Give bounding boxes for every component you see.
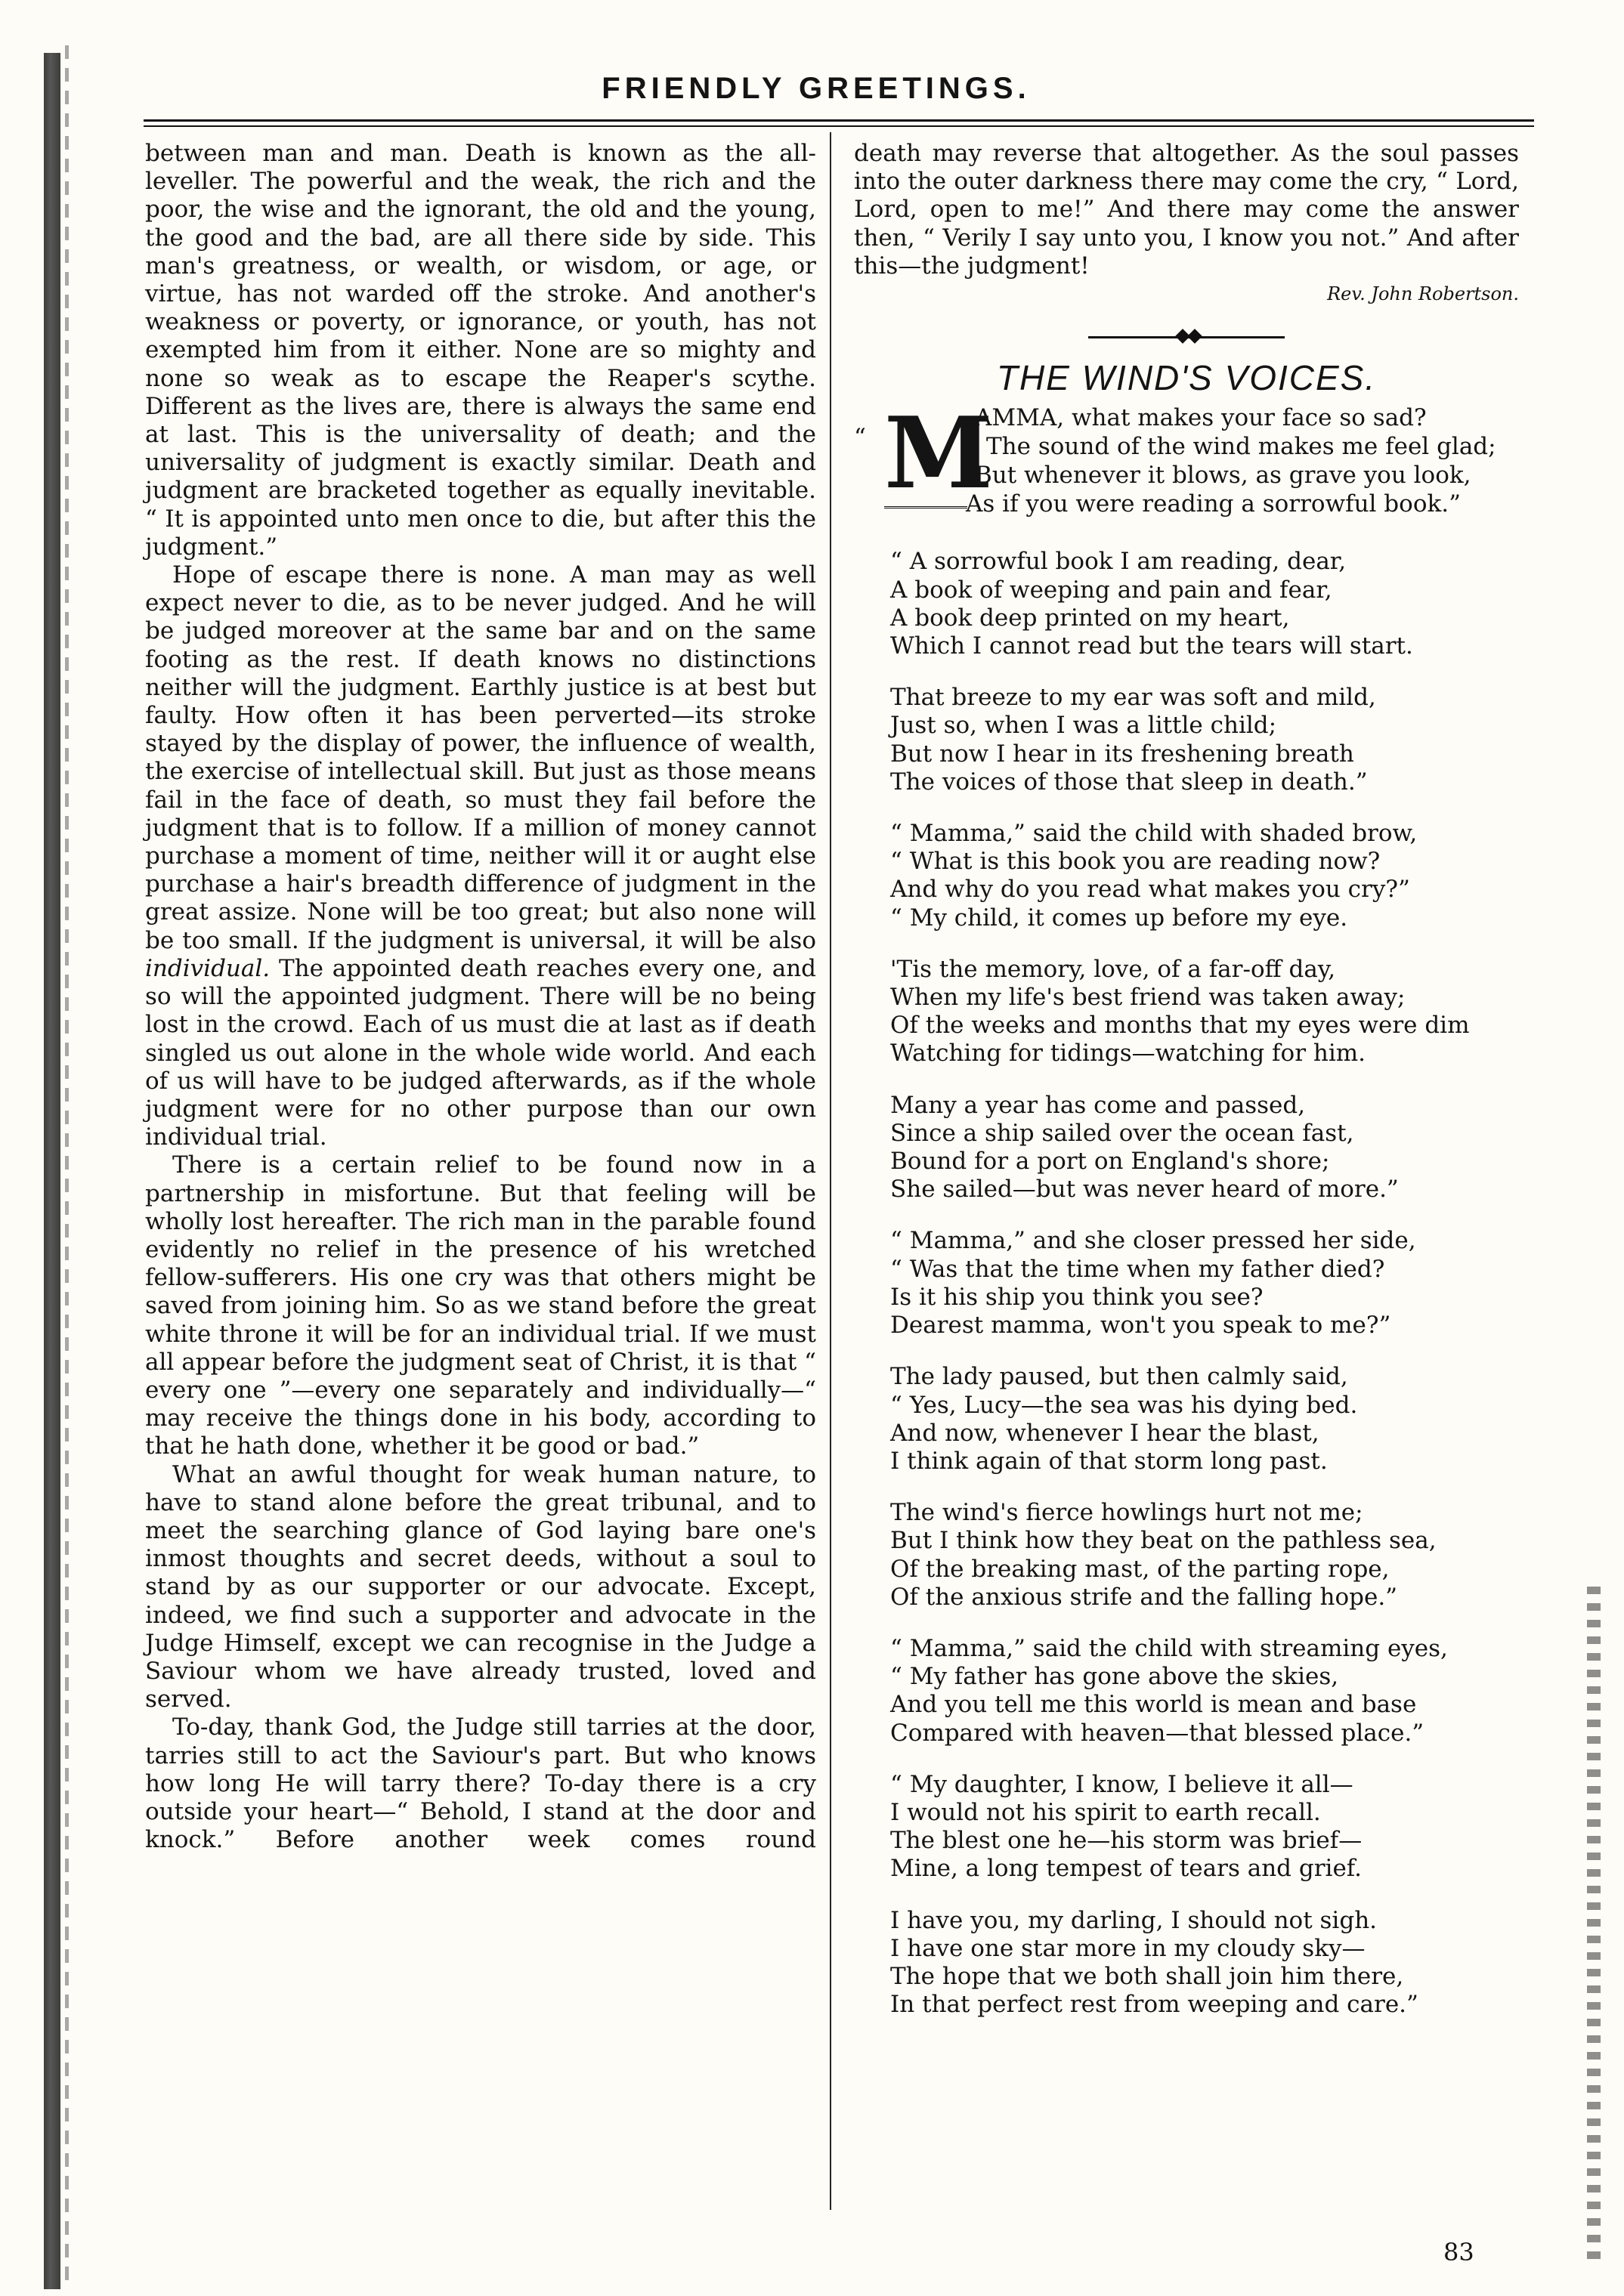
paragraph-continued: death may reverse that altogether. As the soul passes into the outer darkness there may come the cry, “ Lord, Lord, open to me!” And there may come the answer then, “ Verily I say unto you, I know you not.” And after this—the judgment! <box>854 140 1519 280</box>
poem-line: “ My father has gone above the skies, <box>890 1663 1339 1691</box>
poem-line: “ My child, it comes up before my eye. <box>890 904 1348 932</box>
poem-line: But whenever it blows, as grave you look, <box>975 462 1471 490</box>
poem-line: As if you were reading a sorrowful book.” <box>966 490 1461 518</box>
poem-line: A book of weeping and pain and fear, <box>890 576 1332 604</box>
binding-edge <box>65 45 69 2289</box>
poem-line: “ My daughter, I know, I believe it all— <box>890 1770 1353 1798</box>
poem-line: “ Yes, Lucy—the sea was his dying bed. <box>890 1391 1358 1419</box>
poem-line: The wind's fierce howlings hurt not me; <box>890 1499 1363 1527</box>
poem-stanza <box>890 1227 1519 1340</box>
opening-quote: “ <box>854 424 866 452</box>
poem-line: Is it his ship you think you see? <box>890 1283 1264 1311</box>
poem-line: And now, whenever I hear the blast, <box>890 1419 1319 1447</box>
poem-line: 'Tis the memory, love, of a far-off day, <box>890 955 1336 983</box>
poem-line: I have you, my darling, I should not sigh. <box>890 1906 1378 1934</box>
poem-line: That breeze to my ear was soft and mild, <box>890 684 1376 712</box>
poem-line: The blest one he—his storm was brief— <box>890 1827 1363 1855</box>
poem-line: Mine, a long tempest of tears and grief. <box>890 1855 1363 1883</box>
poem-line: I would not his spirit to earth recall. <box>890 1798 1321 1826</box>
column-divider <box>830 132 831 2210</box>
poem-line: The voices of those that sleep in death.” <box>890 768 1368 796</box>
poem-line: “ Mamma,” and she closer pressed her side, <box>890 1227 1416 1255</box>
poem-line: Of the anxious strife and the falling hope.” <box>890 1583 1398 1611</box>
poem-line: “ Was that the time when my father died? <box>890 1255 1385 1283</box>
poem-line: When my life's best friend was taken away; <box>890 984 1406 1012</box>
poem-line: But now I hear in its freshening breath <box>890 740 1354 768</box>
paragraph <box>145 561 816 1151</box>
poem-stanza <box>890 1499 1519 1612</box>
poem-line: In that perfect rest from weeping and care.” <box>890 1991 1418 2019</box>
ornamental-divider <box>1088 329 1285 345</box>
header-rule-bottom <box>144 125 1534 127</box>
drop-cap: M <box>884 395 993 511</box>
poem-stanza <box>890 1363 1519 1476</box>
poem-line: Since a ship sailed over the ocean fast, <box>890 1119 1354 1147</box>
poem-line: And you tell me this world is mean and base <box>890 1691 1417 1719</box>
poem-title: THE WIND'S VOICES. <box>996 358 1377 398</box>
poem-line: She sailed—but was never heard of more.” <box>890 1176 1399 1204</box>
poem <box>854 395 1519 2019</box>
paragraph: What an awful thought for weak human nature, to have to stand alone before the great tribunal, and to meet the searching glance of God laying bare one's inmost thoughts and secret deeds, without a soul to stand by as our supporter or our advocate. Except, indeed, we find such a supporter and advocate in the Judge Himself, except we can recognise in the Judge a Saviour whom we have already trusted, loved and served. <box>145 1460 816 1714</box>
page-number: 83 <box>1443 2238 1474 2267</box>
poem-opening <box>854 395 1519 525</box>
page-header: FRIENDLY GREETINGS. <box>602 72 1031 105</box>
binding-shadow <box>44 53 60 2289</box>
poem-line: The sound of the wind makes me feel glad; <box>986 433 1496 461</box>
poem-line: Of the weeks and months that my eyes were dim <box>890 1012 1470 1040</box>
paragraph: between man and man. Death is known as the all-leveller. The powerful and the weak, the rich and the poor, the wise and the ignorant, the old and the young, the good and the bad, are all there side by side. This man's greatness, or wealth, or wisdom, or age, or virtue, has not warded off the stroke. And another's weakness or poverty, or ignorance, or youth, has not exempted him from it either. None are so mighty and none so weak as to escape the Reaper's scythe. Different as the lives are, there is always the same end at last. This is the universality of death; and the universality of judgment is exactly similar. Death and judgment are bracketed together as equally inevitable. “ It is appointed unto men once to die, but after this the judgment.” <box>145 140 816 561</box>
header-rule-top <box>144 119 1534 122</box>
paragraph: There is a certain relief to be found now in a partnership in misfortune. But that feeling will be wholly lost hereafter. The rich man in the parable found evidently no relief in the presence of his wretched fellow-sufferers. His one cry was that others might be saved from joining him. So as we stand before the great white throne it will be for an individual trial. If we must all appear before the judgment seat of Christ, it is that “ every one ”—every one separately and individually—“ may receive the things done in his body, according to that he hath done, whether it be good or bad.” <box>145 1151 816 1460</box>
page-edge-marks <box>1587 1587 1601 2267</box>
poem-line: Dearest mamma, won't you speak to me?” <box>890 1312 1391 1340</box>
poem-line: Bound for a port on England's shore; <box>890 1148 1330 1176</box>
poem-line: The hope that we both shall join him there, <box>890 1962 1404 1990</box>
poem-stanza <box>890 684 1519 796</box>
poem-stanza <box>890 956 1519 1068</box>
poem-line: “ What is this book you are reading now? <box>890 848 1381 876</box>
paragraph: To-day, thank God, the Judge still tarries at the door, tarries still to act the Saviour's part. But who knows how long He will tarry there? To-day there is a cry outside your heart—“ Behold, I stand at the door and knock.” Before another week comes round <box>145 1714 816 1854</box>
poem-stanza <box>890 1771 1519 1883</box>
poem-line: Which I cannot read but the tears will start. <box>890 632 1413 660</box>
left-column <box>145 140 816 1854</box>
author-attribution: Rev. John Robertson. <box>1327 283 1519 305</box>
poem-line: Compared with heaven—that blessed place.” <box>890 1719 1424 1747</box>
poem-stanza <box>890 1635 1519 1747</box>
right-column <box>854 140 1519 2042</box>
poem-line: AMMA, what makes your face so sad? <box>975 404 1427 432</box>
poem-stanza <box>890 1092 1519 1204</box>
poem-line: A book deep printed on my heart, <box>890 604 1290 632</box>
poem-line: But I think how they beat on the pathless sea, <box>890 1527 1437 1555</box>
poem-line: And why do you read what makes you cry?” <box>890 876 1410 904</box>
poem-line: Many a year has come and passed, <box>890 1091 1306 1119</box>
poem-line: “ A sorrowful book I am reading, dear, <box>890 548 1347 576</box>
poem-line: Of the breaking mast, of the parting rope, <box>890 1555 1390 1583</box>
poem-line: “ Mamma,” said the child with shaded brow, <box>890 820 1418 848</box>
poem-line: Watching for tidings—watching for him. <box>890 1040 1366 1068</box>
italic-emphasis: individual. <box>145 954 271 982</box>
poem-line: The lady paused, but then calmly said, <box>890 1363 1348 1391</box>
poem-line: “ Mamma,” said the child with streaming eyes, <box>890 1634 1448 1662</box>
poem-stanza <box>890 1907 1519 2019</box>
poem-stanzas <box>854 548 1519 2019</box>
poem-line: I think again of that storm long past. <box>890 1447 1328 1475</box>
poem-line: I have one star more in my cloudy sky— <box>890 1934 1366 1962</box>
poem-stanza <box>890 820 1519 932</box>
paragraph-text: Hope of escape there is none. A man may as well expect never to die, as to be never judged. And he will be judged moreover at the same bar and on the same footing as the rest. If death knows no distinctions neither will the judgment. Earthly justice is at best but faulty. How often it has been perverted—its stroke stayed by the display of power, the influence of wealth, the exercise of intellectual skill. But just as those means fail in the face of death, so must they fail before the judgment that is to follow. If a million of money cannot purchase a moment of time, neither will it or aught else purchase a hair's breadth difference of judgment in the great assize. None will be too great; but also none will be too small. If the judgment is universal, it will be also <box>145 561 816 954</box>
poem-line: Just so, when I was a little child; <box>890 712 1277 740</box>
poem-stanza <box>890 548 1519 660</box>
paragraph-text: The appointed death reaches every one, and so will the appointed judgment. There will be no being lost in the crowd. Each of us must die at last as if death singled us out alone in the whole wide world. And each of us will have to be judged afterwards, as if the whole judgment were for no other purpose than our own individual trial. <box>145 954 817 1151</box>
